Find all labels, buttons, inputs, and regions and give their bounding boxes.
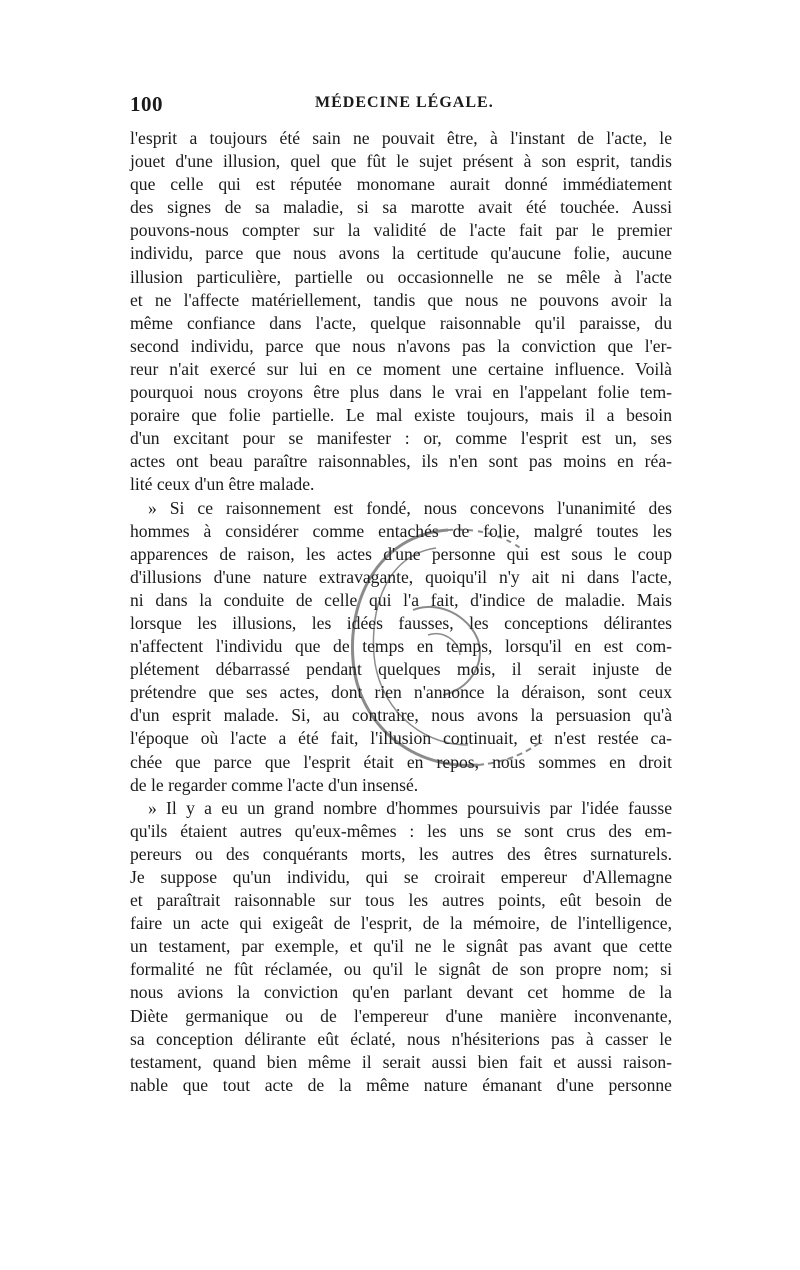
text-line: n'affectent l'individu que de temps en temps, lorsqu'il en est com- bbox=[130, 636, 672, 657]
text-line: reur n'ait exercé sur lui en ce moment une certaine influence. Voilà bbox=[130, 358, 672, 379]
text-line: que celle qui est réputée monomane aurait donné immédiatement bbox=[130, 174, 672, 195]
text-line-paragraph-start: » Il y a eu un grand nombre d'hommes poursuivis par l'idée fausse bbox=[148, 797, 672, 818]
text-line: pereurs ou des conquérants morts, les autres des êtres surnaturels. bbox=[130, 843, 672, 864]
text-line: apparences de raison, les actes d'une personne qui est sous le coup bbox=[130, 543, 672, 564]
text-line: Je suppose qu'un individu, qui se croirait empereur d'Allemagne bbox=[130, 867, 672, 887]
text-line: second individu, parce que nous n'avons pas la conviction que l'er- bbox=[130, 335, 672, 356]
running-title: MÉDECINE LÉGALE. bbox=[315, 94, 494, 111]
text-line: illusion particulière, partielle ou occasionnelle ne se mêle à l'acte bbox=[130, 266, 672, 287]
text-line: Diète germanique ou de l'empereur d'une manière inconvenante, bbox=[130, 1005, 672, 1026]
text-line: ni dans la conduite de celle qui l'a fait, d'indice de maladie. Mais bbox=[130, 589, 672, 610]
text-line: pourquoi nous croyons être plus dans le vrai en l'appelant folie tem- bbox=[130, 382, 672, 403]
text-line: sa conception délirante eût éclaté, nous n'hésiterions pas à casser le bbox=[130, 1028, 672, 1049]
text-line-paragraph-start: » Si ce raisonnement est fondé, nous concevons l'unanimité des bbox=[148, 497, 672, 518]
running-header bbox=[130, 92, 675, 118]
text-line: prétendre que ses actes, dont rien n'annonce la déraison, sont ceux bbox=[130, 682, 672, 703]
text-line: chée que parce que l'esprit était en repos, nous sommes en droit bbox=[130, 751, 672, 772]
text-line: un testament, par exemple, et qu'il ne le signât pas avant que cette bbox=[130, 936, 672, 957]
text-line: testament, quand bien même il serait aussi bien fait et aussi raison- bbox=[130, 1051, 672, 1072]
text-line: poraire que folie partielle. Le mal existe toujours, mais il a besoin bbox=[130, 405, 672, 426]
text-line: faire un acte qui exigeât de l'esprit, de la mémoire, de l'intelligence, bbox=[130, 913, 672, 934]
text-line: des signes de sa maladie, si sa marotte avait été touchée. Aussi bbox=[130, 197, 672, 218]
text-line: jouet d'une illusion, quel que fût le sujet présent à son esprit, tandis bbox=[130, 151, 672, 172]
text-line: lorsque les illusions, les idées fausses, les conceptions délirantes bbox=[130, 612, 672, 633]
page-number: 100 bbox=[130, 92, 163, 116]
text-line: nous avions la conviction qu'en parlant devant cet homme de la bbox=[130, 982, 672, 1003]
text-line: l'esprit a toujours été sain ne pouvait être, à l'instant de l'acte, le bbox=[130, 128, 672, 148]
text-line: l'époque où l'acte a été fait, l'illusion continuait, et n'est restée ca- bbox=[130, 728, 672, 749]
text-line: nable que tout acte de la même nature émanant d'une personne bbox=[130, 1074, 672, 1095]
text-line-paragraph-end: lité ceux d'un être malade. bbox=[130, 474, 315, 495]
text-line: et ne l'affecte matériellement, tandis que nous ne pouvons avoir la bbox=[130, 289, 672, 310]
text-line-paragraph-end: de le regarder comme l'acte d'un insensé. bbox=[130, 774, 419, 795]
text-line: et paraîtrait raisonnable sur tous les autres points, eût besoin de bbox=[130, 890, 672, 911]
text-line: même confiance dans l'acte, quelque raisonnable qu'il paraisse, du bbox=[130, 312, 672, 333]
text-line: plétement débarrassé pendant quelques mois, il serait injuste de bbox=[130, 659, 672, 680]
body-text bbox=[130, 127, 672, 1097]
text-line: hommes à considérer comme entachés de folie, malgré toutes les bbox=[130, 520, 672, 541]
text-line: d'un excitant pour se manifester : or, comme l'esprit est un, ses bbox=[130, 428, 672, 449]
text-line: qu'ils étaient autres qu'eux-mêmes : les uns se sont crus des em- bbox=[130, 820, 672, 841]
text-line: actes ont beau paraître raisonnables, ils n'en sont pas moins en réa- bbox=[130, 451, 672, 472]
text-line: pouvons-nous compter sur la validité de l'acte fait par le premier bbox=[130, 220, 672, 241]
text-line: individu, parce que nous avons la certitude qu'aucune folie, aucune bbox=[130, 243, 672, 264]
text-line: d'un esprit malade. Si, au contraire, nous avons la persuasion qu'à bbox=[130, 705, 672, 726]
text-line: d'illusions d'une nature extravagante, quoiqu'il n'y ait ni dans l'acte, bbox=[130, 566, 672, 587]
text-line: formalité ne fût réclamée, ou qu'il le signât de son propre nom; si bbox=[130, 959, 672, 980]
